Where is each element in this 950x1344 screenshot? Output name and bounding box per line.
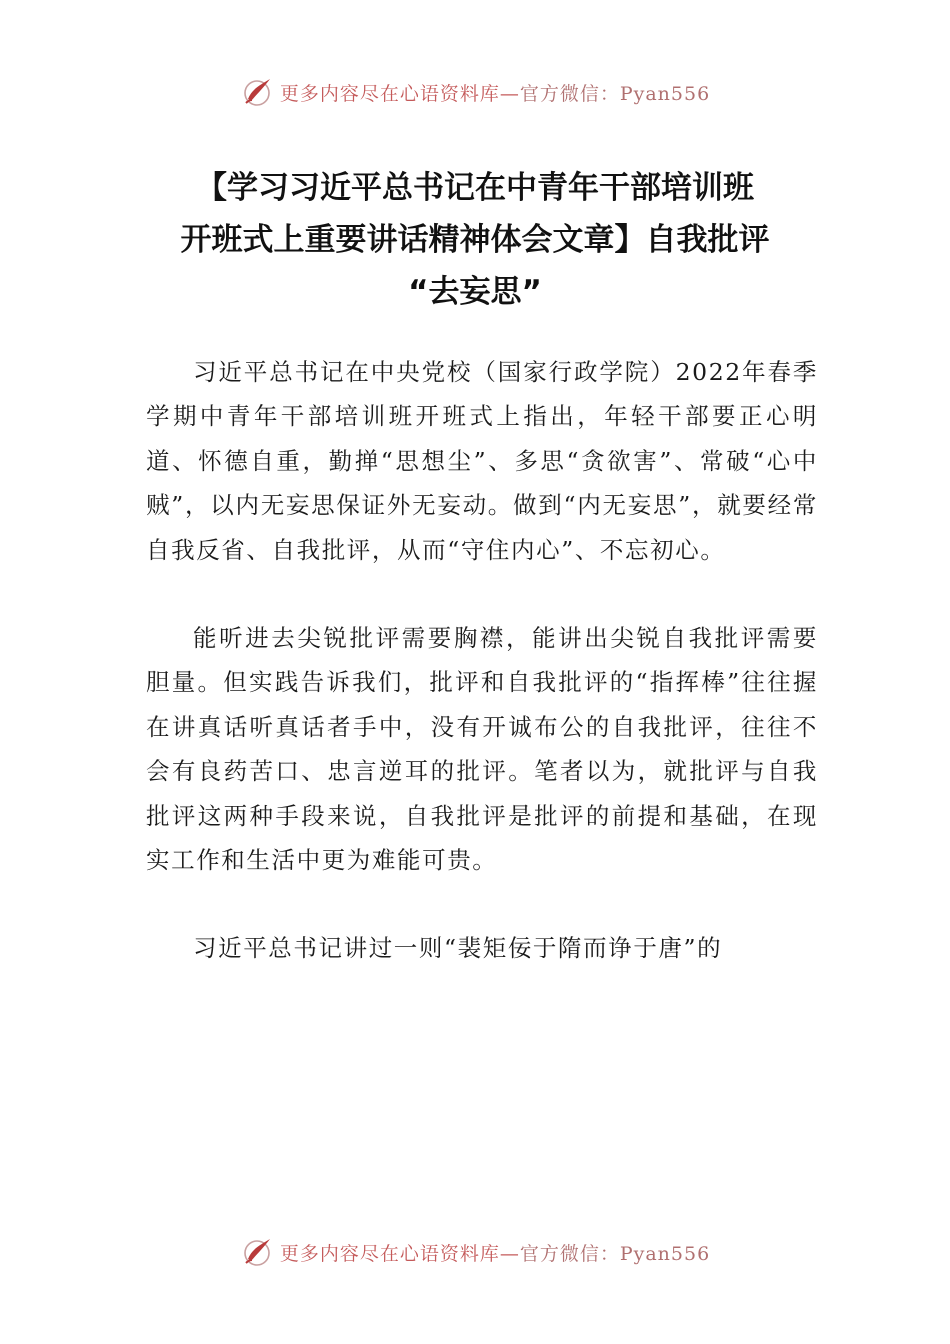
paragraph-3: 习近平总书记讲过一则“裴矩佞于隋而诤于唐”的	[193, 934, 723, 963]
banner-text: 更多内容尽在心语资料库—官方微信：Pyan556	[279, 82, 711, 105]
wechat-id: 官方微信：Pyan556	[519, 1242, 711, 1265]
title-line-3: “去妄思”	[408, 274, 542, 310]
title-line-1: 【学习习近平总书记在中青年干部培训班	[196, 170, 754, 206]
page-title	[120, 162, 830, 318]
wechat-id: 官方微信：Pyan556	[519, 82, 711, 105]
paragraph-1: 习近平总书记在中央党校（国家行政学院）2022年春季学期中青年干部培训班开班式上指出，年轻干部要正心明道、怀德自重，勤掸“思想尘”、多思“贪欲害”、常破“心中贼”，以内无妄思保证外无妄动。做到“内无妄思”，就要经常自我反省、自我批评，从而“守住内心”、不忘初心。	[146, 358, 818, 564]
footer-banner	[0, 1232, 950, 1272]
brush-logo-icon	[240, 1235, 274, 1269]
paragraph-2: 能听进去尖锐批评需要胸襟，能讲出尖锐自我批评需要胆量。但实践告诉我们，批评和自我批评的“指挥棒”往往握在讲真话听真话者手中，没有开诚布公的自我批评，往往不会有良药苦口、忠言逆耳的批评。笔者以为，就批评与自我批评这两种手段来说，自我批评是批评的前提和基础，在现实工作和生活中更为难能可贵。	[146, 624, 818, 875]
header-banner	[0, 72, 950, 112]
article-body	[146, 350, 818, 1015]
title-line-2: 开班式上重要讲话精神体会文章】自我批评	[180, 222, 770, 258]
banner-text: 更多内容尽在心语资料库—官方微信：Pyan556	[279, 1242, 711, 1265]
brush-logo-icon	[240, 75, 274, 109]
